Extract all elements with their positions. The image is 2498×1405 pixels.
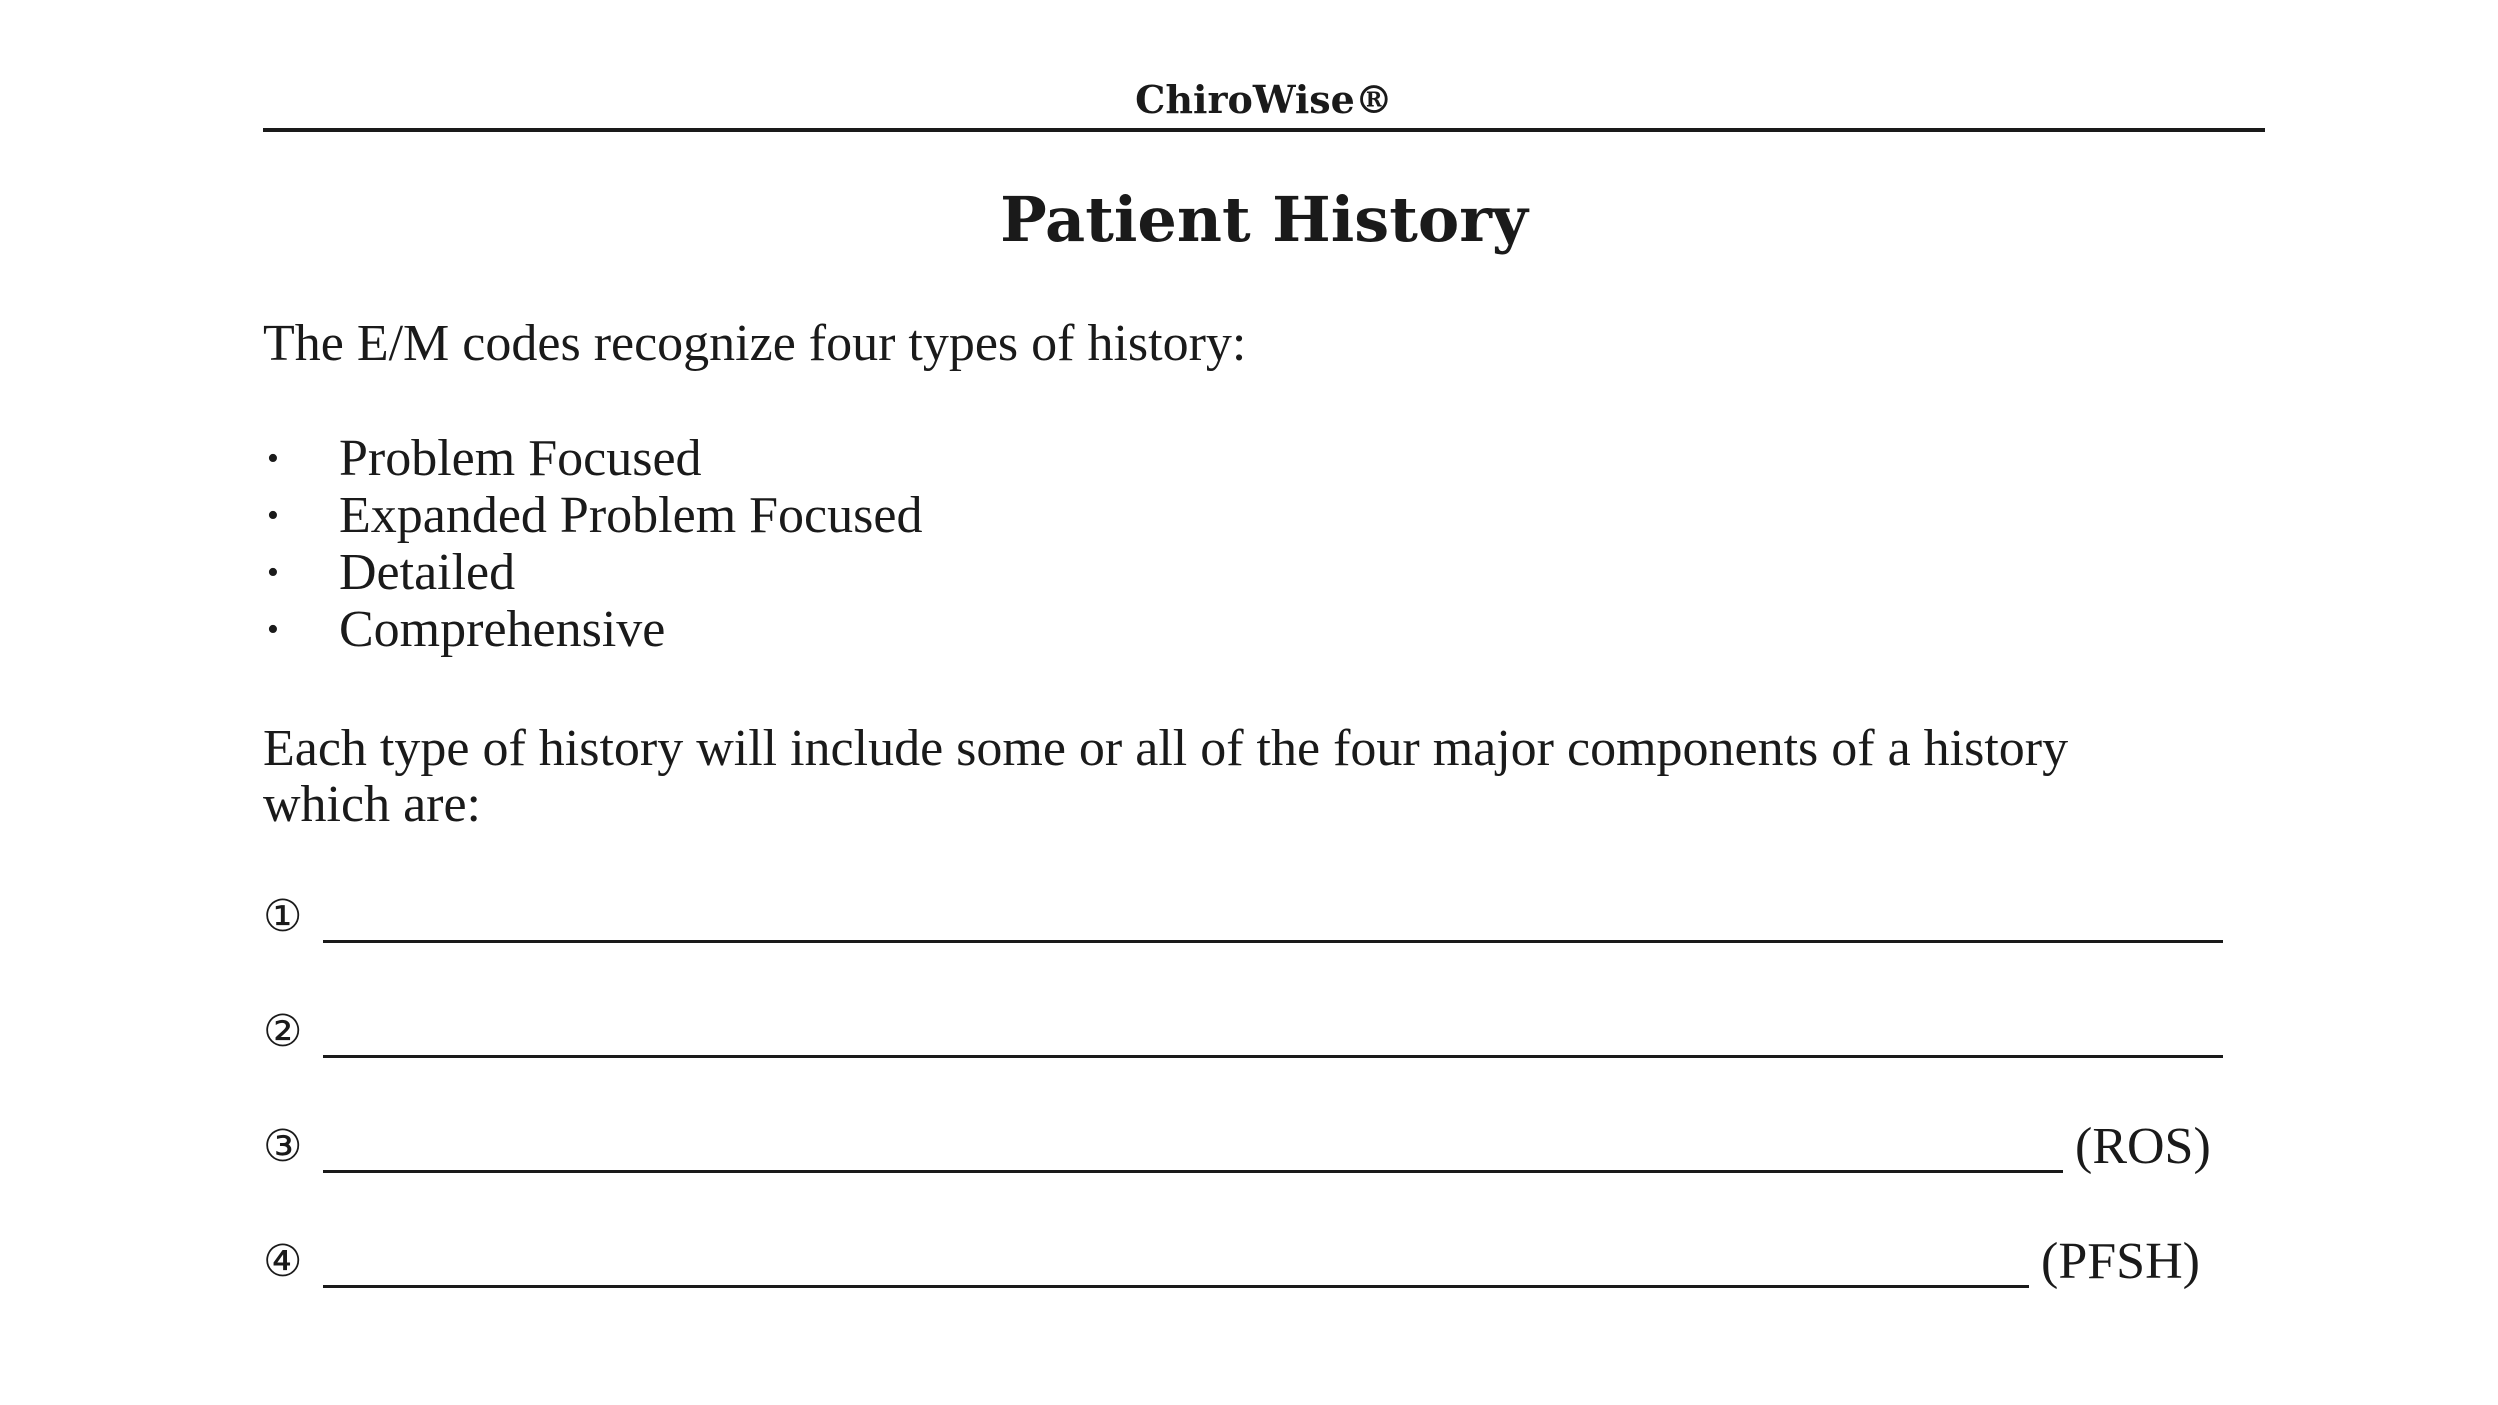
components-intro-line-1: Each type of history will include some or all of the four major components of a history (263, 720, 2069, 777)
component-blank-2 (263, 1002, 2223, 1062)
bullet-icon: • (267, 497, 279, 534)
component-blank-4 (263, 1232, 2263, 1292)
circled-number-3: ③ (263, 1121, 303, 1172)
fill-in-line[interactable] (323, 1170, 2063, 1173)
pfsh-label: (PFSH) (2041, 1233, 2200, 1290)
circled-number-4: ④ (263, 1236, 303, 1287)
history-type-label: Expanded Problem Focused (339, 487, 923, 544)
history-type-label: Comprehensive (339, 601, 666, 658)
list-item (263, 601, 922, 658)
list-item (263, 544, 922, 601)
history-type-label: Problem Focused (339, 430, 702, 487)
bullet-icon: • (267, 554, 279, 591)
list-item (263, 487, 922, 544)
components-intro-line-2: which are: (263, 776, 482, 833)
bullet-icon: • (267, 440, 279, 477)
circled-number-2: ② (263, 1006, 303, 1057)
list-item (263, 430, 922, 487)
header-rule (263, 128, 2265, 132)
brand-header: ChiroWise® (1135, 77, 1393, 122)
page-title: Patient History (1000, 183, 1528, 256)
fill-in-line[interactable] (323, 940, 2223, 943)
components-intro (263, 721, 2068, 833)
circled-number-1: ① (263, 891, 303, 942)
component-blank-3 (263, 1117, 2263, 1177)
history-types-list (263, 430, 922, 658)
ros-label: (ROS) (2075, 1118, 2211, 1175)
bullet-icon: • (267, 611, 279, 648)
fill-in-line[interactable] (323, 1285, 2029, 1288)
intro-text: The E/M codes recognize four types of history: (263, 315, 1247, 372)
history-type-label: Detailed (339, 544, 516, 601)
fill-in-line[interactable] (323, 1055, 2223, 1058)
component-blank-1 (263, 887, 2223, 947)
